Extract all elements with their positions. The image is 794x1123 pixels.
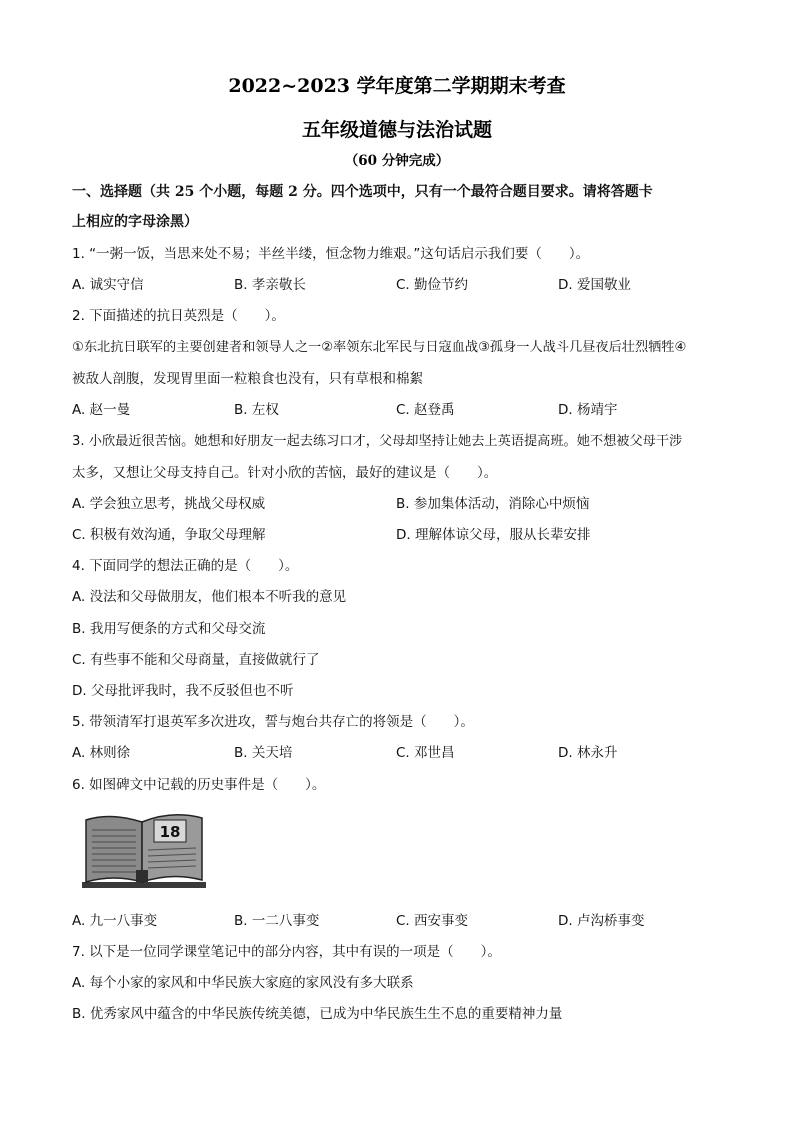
question-5-option-b: B. 关天培: [234, 745, 293, 761]
question-2-option-d: D. 杨靖宇: [558, 402, 618, 418]
question-3-option-d: D. 理解体谅父母，服从长辈安排: [396, 527, 591, 543]
question-1-option-d: D. 爱国敬业: [558, 277, 631, 293]
question-6-option-a: A. 九一八事变: [72, 913, 158, 929]
section-heading-line2: 上相应的字母涂黑）: [72, 214, 198, 230]
question-5-option-d: D. 林永升: [558, 745, 618, 761]
question-5-option-a: A. 林则徐: [72, 745, 131, 761]
question-7-option-b: B. 优秀家风中蕴含的中华民族传统美德，已成为中华民族生生不息的重要精神力量: [72, 1006, 563, 1022]
time-note: （60 分钟完成）: [344, 153, 450, 169]
question-1-option-b: B. 孝亲敬长: [234, 277, 306, 293]
question-2-detail-line2: 被敌人剖腹，发现胃里面一粒粮食也没有，只有草根和棉絮: [72, 371, 423, 387]
monument-date-text: 18: [159, 823, 181, 841]
question-3-stem-line1: 3. 小欣最近很苦恼。她想和好朋友一起去练习口才，父母却坚持让她去上英语提高班。她不想被父母干涉: [72, 434, 683, 449]
question-3-option-c: C. 积极有效沟通，争取父母理解: [72, 527, 266, 543]
section-heading-line1: 一、选择题（共 25 个小题，每题 2 分。四个选项中，只有一个最符合题目要求。请将答题卡: [72, 184, 653, 200]
question-6-option-c: C. 西安事变: [396, 913, 469, 929]
question-4-option-c: C. 有些事不能和父母商量，直接做就行了: [72, 652, 320, 668]
exam-subtitle: 五年级道德与法治试题: [301, 119, 492, 141]
question-2-detail-line1: ①东北抗日联军的主要创建者和领导人之一②率领东北军民与日寇血战③孤身一人战斗几昼夜后壮烈牺牲④: [72, 340, 687, 355]
question-5-stem: 5. 带领清军打退英军多次进攻，誓与炮台共存亡的将领是（ ）。: [72, 714, 474, 730]
question-6-option-d: D. 卢沟桥事变: [558, 913, 645, 929]
question-2-stem: 2. 下面描述的抗日英烈是（ ）。: [72, 308, 285, 324]
question-4-option-a: A. 没法和父母做朋友，他们根本不听我的意见: [72, 589, 347, 605]
question-3-option-b: B. 参加集体活动，消除心中烦恼: [396, 496, 590, 512]
question-7-option-a: A. 每个小家的家风和中华民族大家庭的家风没有多大联系: [72, 975, 414, 991]
question-2-option-c: C. 赵登禹: [396, 402, 455, 418]
question-2-option-b: B. 左权: [234, 402, 279, 418]
question-1-option-a: A. 诚实守信: [72, 277, 144, 293]
question-4-option-b: B. 我用写便条的方式和父母交流: [72, 621, 266, 637]
question-4-stem: 4. 下面同学的想法正确的是（ ）。: [72, 558, 299, 574]
question-1-option-c: C. 勤俭节约: [396, 277, 469, 293]
question-6-stem: 6. 如图碑文中记载的历史事件是（ ）。: [72, 777, 326, 793]
question-5-option-c: C. 邓世昌: [396, 745, 455, 761]
question-4-option-d: D. 父母批评我时，我不反驳但也不听: [72, 683, 294, 699]
exam-title: 2022~2023 学年度第二学期期末考查: [228, 75, 566, 97]
question-3-option-a: A. 学会独立思考，挑战父母权威: [72, 496, 266, 512]
question-7-stem: 7. 以下是一位同学课堂笔记中的部分内容，其中有误的一项是（ ）。: [72, 944, 501, 960]
question-1-stem: 1. “一粥一饭，当思来处不易；半丝半缕，恒念物力维艰。”这句话启示我们要（ ）。: [72, 246, 590, 262]
question-3-stem-line2: 太多，又想让父母支持自己。针对小欣的苦恼，最好的建议是（ ）。: [72, 465, 498, 481]
monument-book-image: [80, 808, 208, 890]
question-6-option-b: B. 一二八事变: [234, 913, 320, 929]
question-2-option-a: A. 赵一曼: [72, 402, 131, 418]
